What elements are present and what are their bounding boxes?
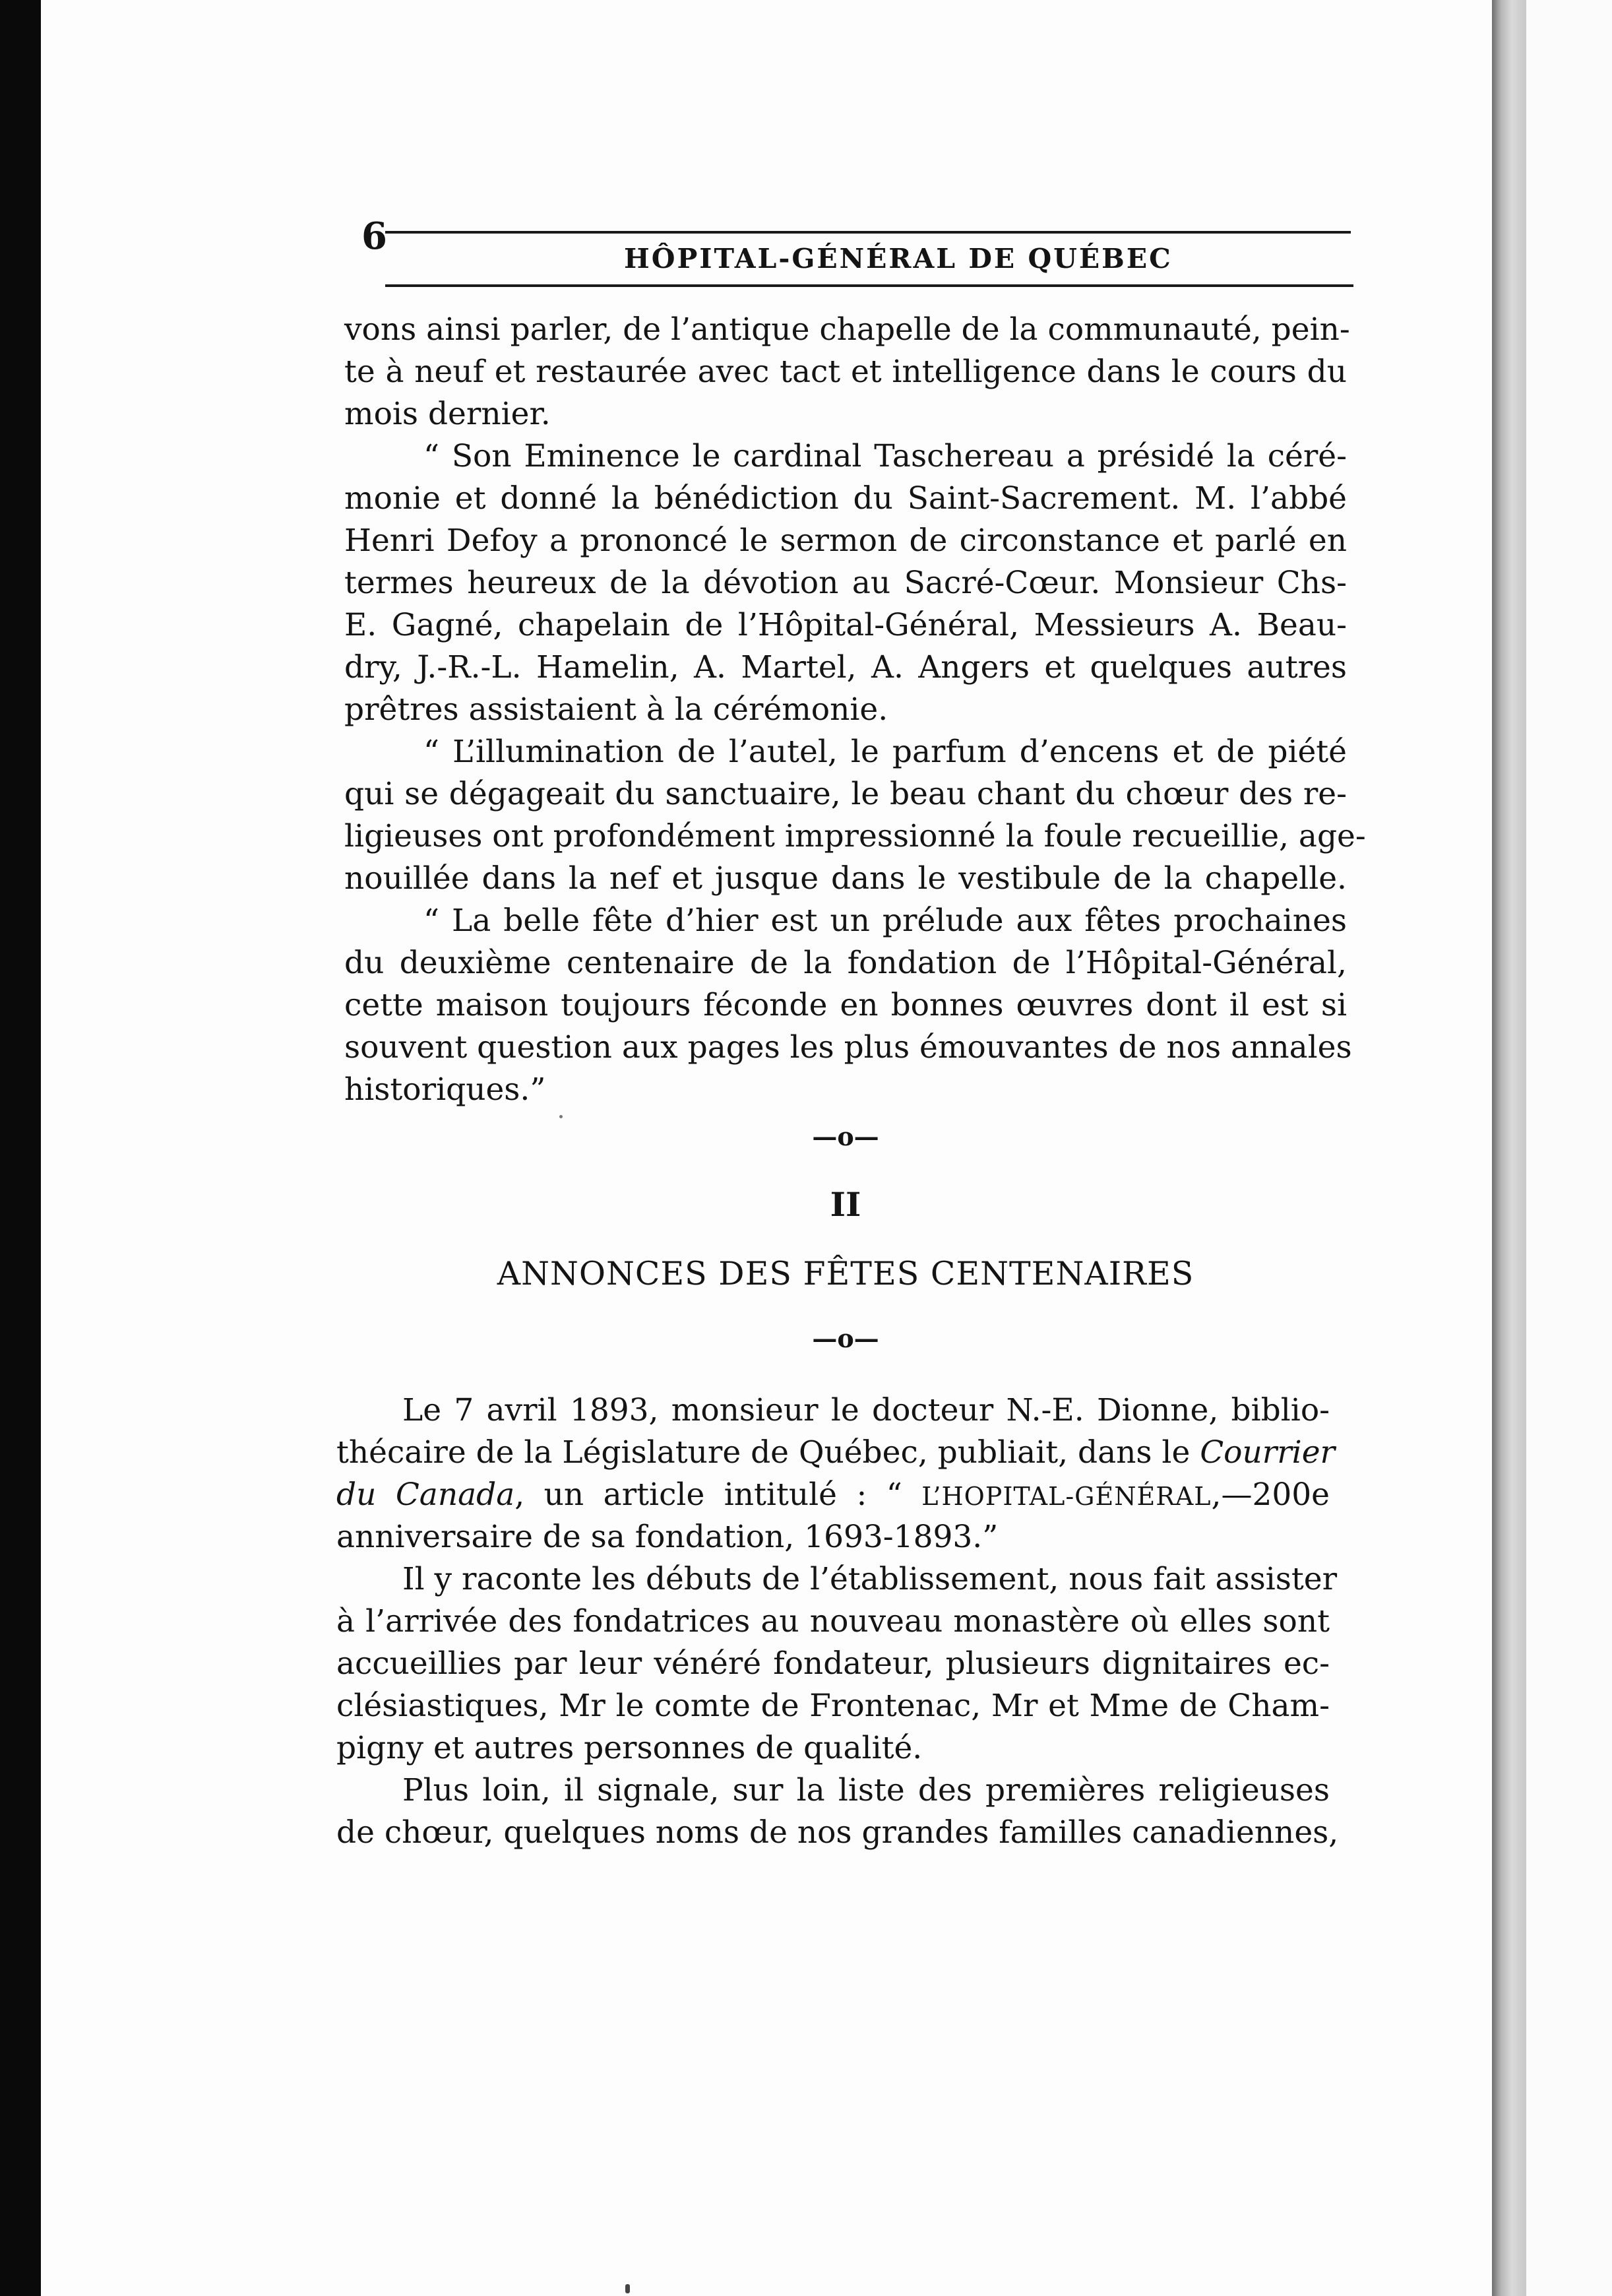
text-line: E. Gagné, chapelain de l’Hôpital-Général, Messieurs A. Beau-	[344, 607, 1347, 643]
section-number: II	[830, 1185, 861, 1224]
text-line: “ Son Eminence le cardinal Taschereau a présidé la céré-	[423, 438, 1347, 474]
section-title: ANNONCES DES FÊTES CENTENAIRES	[497, 1255, 1194, 1292]
text-line: pigny et autres personnes de qualité.	[336, 1730, 923, 1766]
text-line: dry, J.-R.-L. Hamelin, A. Martel, A. Angers et quelques autres	[344, 649, 1347, 686]
text-line: Plus loin, il signale, sur la liste des premières religieuses	[402, 1772, 1330, 1808]
text-line: nouillée dans la nef et jusque dans le vestibule de la chapelle.	[344, 860, 1347, 897]
text-line: historiques.”	[344, 1071, 546, 1108]
text-line: de chœur, quelques noms de nos grandes familles canadiennes,	[336, 1814, 1339, 1851]
running-title: HÔPITAL-GÉNÉRAL DE QUÉBEC	[624, 243, 1173, 274]
facing-page-edge	[1526, 0, 1612, 2296]
text-line: mois dernier.	[344, 396, 551, 432]
header-rule-bottom	[385, 284, 1353, 287]
text-line: vons ainsi parler, de l’antique chapelle de la communauté, pein-	[344, 311, 1350, 348]
ornament-separator: —o—	[812, 1122, 879, 1151]
page-gutter	[1492, 0, 1526, 2296]
text-line: du deuxième centenaire de la fondation de l’Hôpital-Général,	[344, 945, 1347, 981]
ornament-separator: —o—	[812, 1323, 879, 1353]
text-block-2	[336, 1389, 1339, 1854]
text-line: “ La belle fête d’hier est un prélude aux fêtes prochaines	[423, 903, 1347, 939]
text-line: ligieuses ont profondément impressionné la foule recueillie, age-	[344, 818, 1366, 854]
text-line: à l’arrivée des fondatrices au nouveau monastère où elles sont	[336, 1603, 1330, 1640]
text-line: accueillies par leur vénéré fondateur, plusieurs dignitaires ec-	[336, 1645, 1330, 1682]
scan-mark	[625, 2284, 630, 2293]
text-line: thécaire de la Législature de Québec, publiait, dans le Courrier	[336, 1434, 1335, 1471]
text-line: anniversaire de sa fondation, 1693-1893.”	[336, 1519, 999, 1555]
text-line: te à neuf et restaurée avec tact et intelligence dans le cours du	[344, 354, 1347, 390]
text-line: “ L’illumination de l’autel, le parfum d’encens et de piété	[423, 734, 1347, 770]
text-line: Il y raconte les débuts de l’établissement, nous fait assister	[402, 1561, 1338, 1597]
text-line: du Canada, un article intitulé : “ L’HOPITAL-GÉNÉRAL,—200e	[336, 1477, 1330, 1513]
text-line: souvent question aux pages les plus émouvantes de nos annales	[344, 1029, 1352, 1066]
page-number: 6	[361, 214, 387, 258]
text-line: cette maison toujours féconde en bonnes œuvres dont il est si	[344, 987, 1347, 1023]
text-line: termes heureux de la dévotion au Sacré-Cœur. Monsieur Chs-	[344, 565, 1347, 601]
scan-left-border	[0, 0, 41, 2296]
text-line: monie et donné la bénédiction du Saint-Sacrement. M. l’abbé	[344, 480, 1347, 517]
text-line: clésiastiques, Mr le comte de Frontenac, Mr et Mme de Cham-	[336, 1688, 1330, 1724]
text-line: Le 7 avril 1893, monsieur le docteur N.-E. Dionne, biblio-	[402, 1392, 1330, 1428]
text-line: qui se dégageait du sanctuaire, le beau chant du chœur des re-	[344, 776, 1347, 812]
running-head	[361, 216, 1351, 285]
header-rule-top	[385, 231, 1351, 234]
ink-speck	[559, 1115, 563, 1118]
text-block-1	[344, 309, 1366, 1111]
text-line: prêtres assistaient à la cérémonie.	[344, 691, 888, 728]
text-line: Henri Defoy a prononcé le sermon de circonstance et parlé en	[344, 523, 1347, 559]
